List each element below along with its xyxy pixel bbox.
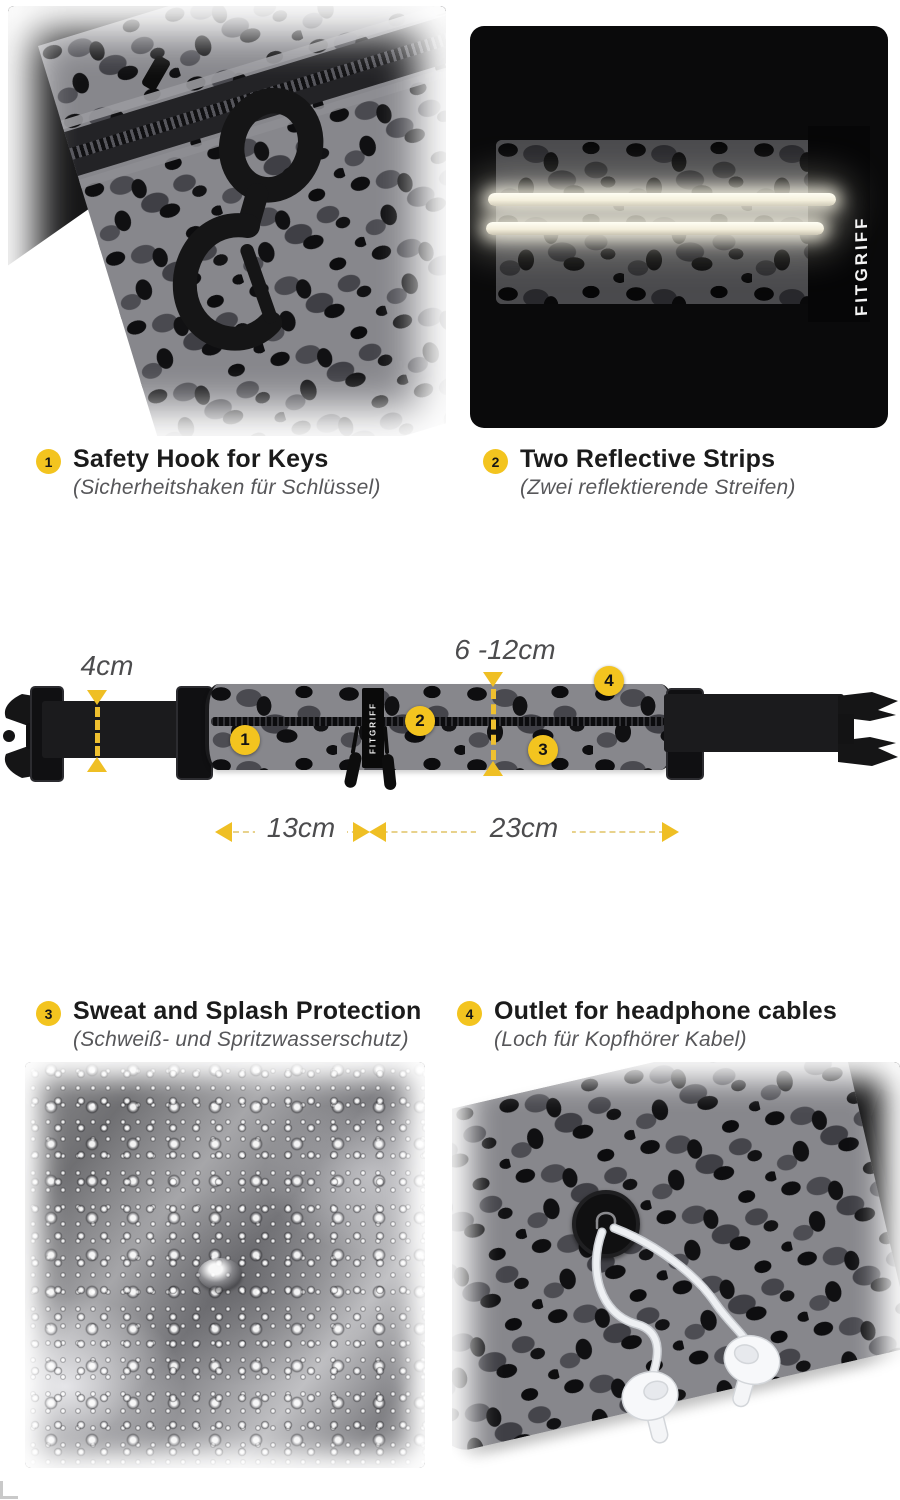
measure-arrow-down-icon	[87, 690, 107, 705]
measure-arrow-up-icon	[483, 761, 503, 776]
feature-3-title: Sweat and Splash Protection	[73, 997, 422, 1025]
photo-headphone-outlet	[452, 1062, 900, 1500]
earbuds-and-cables	[452, 1062, 900, 1500]
feature-2-badge: 2	[483, 449, 508, 474]
measure-arrow-up-icon	[87, 757, 107, 772]
belt-callout-4: 4	[594, 666, 624, 696]
feature-4-title: Outlet for headphone cables	[494, 997, 837, 1025]
feature-caption-4	[457, 998, 887, 1052]
feature-1-badge: 1	[36, 449, 61, 474]
measure-arrow-down-icon	[483, 672, 503, 687]
measure-mid-arrow-left-icon	[369, 822, 386, 842]
belt-callout-1: 1	[230, 725, 260, 755]
feature-caption-1	[36, 446, 436, 500]
photo-safety-hook	[8, 6, 446, 436]
photo-water-droplets	[25, 1062, 425, 1468]
feature-1-title: Safety Hook for Keys	[73, 445, 329, 473]
brand-logo: FITGRIFF	[852, 214, 871, 317]
feature-1-subtitle: (Sicherheitshaken für Schlüssel)	[73, 476, 381, 499]
feature-4-subtitle: (Loch für Kopfhörer Kabel)	[494, 1028, 747, 1051]
right-buckle-icon	[838, 690, 900, 768]
measure-pocket-right-label: 23cm	[476, 812, 572, 844]
measure-arrow-left-icon	[215, 822, 232, 842]
feature-caption-3	[36, 998, 446, 1052]
measure-strap-width-label: 4cm	[80, 650, 134, 681]
measure-pocket-height-label: 6 -12cm	[454, 634, 556, 665]
earbud-right	[712, 1329, 786, 1414]
right-strap	[664, 694, 844, 752]
measure-dashed-line	[491, 689, 496, 760]
feature-2-subtitle: (Zwei reflektierende Streifen)	[520, 476, 796, 499]
reflective-strip-bottom	[486, 222, 824, 235]
measure-arrow-right-icon	[662, 822, 679, 842]
measure-pocket-left-label: 13cm	[255, 812, 347, 844]
photo-reflective-strips	[470, 26, 888, 428]
feature-4-badge: 4	[457, 1001, 482, 1026]
pouch-zipper	[211, 717, 665, 726]
large-droplet	[198, 1258, 242, 1290]
feature-2-title: Two Reflective Strips	[520, 445, 776, 473]
belt-pouch	[205, 684, 674, 770]
pouch-brand-patch: FITGRIFF	[362, 688, 384, 768]
belt-callout-3: 3	[528, 735, 558, 765]
feature-3-badge: 3	[36, 1001, 61, 1026]
earbud-left	[617, 1366, 689, 1449]
feature-caption-2	[483, 446, 883, 500]
belt-callout-2: 2	[405, 706, 435, 736]
feature-3-subtitle: (Schweiß- und Spritzwasserschutz)	[73, 1028, 409, 1051]
reflective-strip-top	[488, 193, 836, 206]
corner-mark	[0, 1481, 18, 1499]
measure-mid-arrow-right-icon	[353, 822, 370, 842]
measure-dashed-line	[95, 707, 100, 756]
